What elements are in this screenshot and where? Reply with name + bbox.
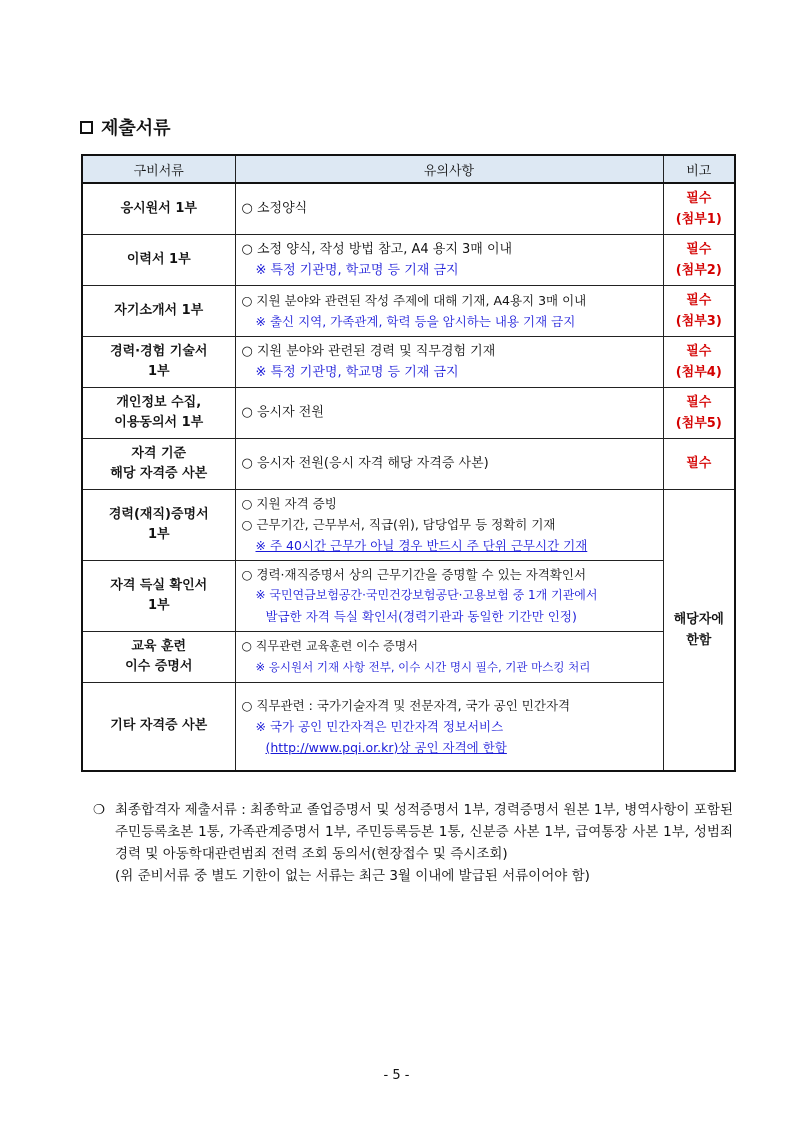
document-notes bbox=[235, 631, 663, 682]
table-row bbox=[82, 336, 735, 387]
note-line-warning: 발급한 자격 득실 확인서(경력기관과 동일한 기간만 인정) bbox=[265, 609, 577, 624]
final-applicant-documents bbox=[93, 799, 733, 887]
document-notes bbox=[235, 387, 663, 438]
document-notes bbox=[235, 183, 663, 234]
note-line-warning: ※ 특정 기관명, 학교명 등 기재 금지 bbox=[255, 262, 459, 278]
table-row bbox=[82, 560, 735, 631]
document-name: 이력서 1부 bbox=[82, 234, 235, 285]
note-line-warning: ※ 특정 기관명, 학교명 등 기재 금지 bbox=[255, 364, 459, 380]
remark-merged: 해당자에 한함 bbox=[663, 489, 735, 771]
header-notes: 유의사항 bbox=[235, 155, 663, 183]
documents-table bbox=[81, 154, 736, 772]
note-line: ○ 근무기간, 근무부서, 직급(위), 담당업무 등 정확히 기재 bbox=[241, 517, 556, 532]
document-name: 교육 훈련 이수 증명서 bbox=[82, 631, 235, 682]
remark: 필수 bbox=[663, 438, 735, 489]
final-documents-text: 최종합격자 제출서류 : 최종학교 졸업증명서 및 성적증명서 1부, 경력증명서 원본 1부, 병역사항이 포함된 주민등록초본 1통, 가족관계증명서 1부, 주민등록등본 1통, 신분증 사본 1부, 급여통장 사본 1부, 성범죄 경력 및 아동학대관련범죄 전력 조회 동의서(현장접수 및 즉시조회) bbox=[115, 802, 733, 862]
circle-bullet-icon: ❍ bbox=[93, 802, 106, 818]
remark: 필수 (첨부3) bbox=[663, 285, 735, 336]
note-line-warning: ※ 국민연금보험공간·국민건강보험공단·고용보험 중 1개 기관에서 bbox=[255, 588, 598, 602]
note-line: ○ 직무관련 : 국가기술자격 및 전문자격, 국가 공인 민간자격 bbox=[241, 697, 571, 713]
table-row bbox=[82, 489, 735, 560]
checkbox-icon bbox=[80, 121, 93, 134]
note-line: ○ 지원 분야와 관련된 경력 및 직무경험 기재 bbox=[241, 343, 496, 359]
note-line: ○ 소정 양식, 작성 방법 참고, A4 용지 3매 이내 bbox=[241, 241, 513, 257]
document-notes bbox=[235, 682, 663, 771]
table-row bbox=[82, 183, 735, 234]
document-notes bbox=[235, 234, 663, 285]
remark: 필수 (첨부4) bbox=[663, 336, 735, 387]
note-line: ○ 지원 분야와 관련된 작성 주제에 대해 기재, A4용지 3매 이내 bbox=[241, 292, 587, 308]
table-row bbox=[82, 438, 735, 489]
note-line-warning: ※ 국가 공인 민간자격은 민간자격 정보서비스 bbox=[255, 718, 504, 734]
note-line: ○ 응시자 전원 bbox=[241, 405, 324, 420]
document-name: 자격 득실 확인서 1부 bbox=[82, 560, 235, 631]
note-line: ○ 경력·재직증명서 상의 근무기간을 증명할 수 있는 자격확인서 bbox=[241, 567, 587, 582]
table-row bbox=[82, 387, 735, 438]
section-title bbox=[80, 114, 171, 140]
note-line: ○ 지원 자격 증빙 bbox=[241, 496, 337, 511]
note-line: ○ 소정양식 bbox=[241, 201, 308, 217]
note-line: ○ 직무관련 교육훈련 이수 증명서 bbox=[241, 638, 418, 653]
table-row bbox=[82, 234, 735, 285]
document-name: 경력·경험 기술서 1부 bbox=[82, 336, 235, 387]
document-notes bbox=[235, 336, 663, 387]
document-name: 자기소개서 1부 bbox=[82, 285, 235, 336]
table-header-row bbox=[82, 155, 735, 183]
remark: 필수 (첨부2) bbox=[663, 234, 735, 285]
note-line-warning: ※ 주 40시간 근무가 아닐 경우 반드시 주 단위 근무시간 기재 bbox=[255, 538, 588, 553]
remark: 필수 (첨부1) bbox=[663, 183, 735, 234]
document-name: 응시원서 1부 bbox=[82, 183, 235, 234]
document-notes bbox=[235, 489, 663, 560]
note-line-url: (http://www.pqi.or.kr)상 공인 자격에 한함 bbox=[265, 739, 507, 755]
header-documents: 구비서류 bbox=[82, 155, 235, 183]
validity-note: (위 준비서류 중 별도 기한이 없는 서류는 최근 3월 이내에 발급된 서류이어야 함) bbox=[115, 868, 590, 884]
remark: 필수 (첨부5) bbox=[663, 387, 735, 438]
document-name: 경력(재직)증명서 1부 bbox=[82, 489, 235, 560]
section-title-text: 제출서류 bbox=[101, 118, 171, 139]
document-name: 개인정보 수집, 이용동의서 1부 bbox=[82, 387, 235, 438]
page-number: - 5 - bbox=[383, 1068, 410, 1083]
document-notes bbox=[235, 560, 663, 631]
document-name: 자격 기준 해당 자격증 사본 bbox=[82, 438, 235, 489]
document-notes bbox=[235, 285, 663, 336]
header-remarks: 비고 bbox=[663, 155, 735, 183]
table-row bbox=[82, 285, 735, 336]
table-row bbox=[82, 631, 735, 682]
document-name: 기타 자격증 사본 bbox=[82, 682, 235, 771]
note-line-warning: ※ 출신 지역, 가족관계, 학력 등을 암시하는 내용 기재 금지 bbox=[255, 313, 576, 329]
note-line-warning: ※ 응시원서 기재 사항 전부, 이수 시간 명시 필수, 기관 마스킹 처리 bbox=[255, 659, 591, 674]
document-notes bbox=[235, 438, 663, 489]
note-line: ○ 응시자 전원(응시 자격 해당 자격증 사본) bbox=[241, 456, 489, 471]
table-row bbox=[82, 682, 735, 771]
